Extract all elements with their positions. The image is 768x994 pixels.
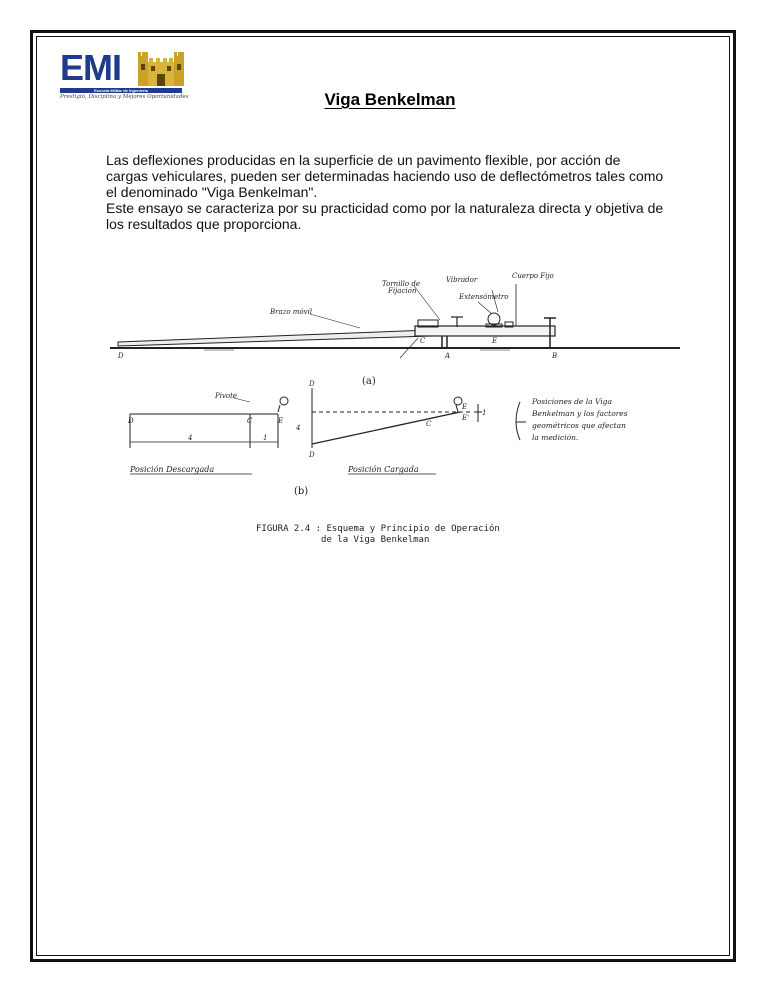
point-d-a: D — [118, 352, 124, 360]
point-a-a: A — [445, 352, 451, 360]
point-e2: E — [462, 403, 468, 411]
logo-band: Escuela Militar de Ingeniería — [60, 88, 182, 93]
point-c-a: C — [420, 337, 426, 345]
note-line-1: Posiciones de la Viga — [532, 397, 612, 406]
paragraph-1: Las deflexiones producidas en la superficie de un pavimento flexible, por acción de cargas vehiculares, pueden ser determinadas haciendo uso de deflectómetros tales como el denominado "Viga Benkelman". — [106, 152, 664, 200]
page-title — [0, 90, 768, 110]
note-line-2: Benkelman y los factores — [532, 409, 628, 418]
castle-icon — [138, 50, 184, 86]
label-cuerpo-fijo: Cuerpo Fijo — [512, 272, 554, 280]
point-e1: E — [278, 417, 284, 425]
title-text: Viga Benkelman — [324, 90, 456, 109]
note-line-3: geométricos que afectan — [532, 421, 626, 430]
point-e-a: E — [492, 337, 498, 345]
label-pos-descargada: Posición Descargada — [130, 465, 215, 474]
label-brazo-movil: Brazo móvil — [270, 308, 313, 316]
extensometer-dial — [488, 313, 500, 325]
label-pos-cargada: Posición Cargada — [348, 465, 419, 474]
point-b-a: B — [552, 352, 558, 360]
point-d2-top: D — [309, 380, 315, 388]
paragraph-2: Este ensayo se caracteriza por su practicidad como por la naturaleza directa y objetiva de los resultados que proporciona. — [106, 200, 664, 232]
logo-text: EMI — [60, 47, 122, 88]
beam-arm — [118, 330, 430, 346]
dim-4b: 4 — [296, 424, 301, 432]
figure-caption: FIGURA 2.4 : Esquema y Principio de Operación de la Viga Benkelman — [256, 524, 500, 545]
body-text — [106, 152, 666, 232]
note-line-4: la medición. — [532, 433, 579, 442]
dim-1b: 1 — [482, 409, 487, 417]
dim-1a: 1 — [263, 434, 268, 442]
label-vibrador: Vibrador — [446, 276, 478, 284]
part-a-label: (a) — [362, 376, 376, 387]
part-b-label: (b) — [294, 486, 309, 497]
figure-part-b — [130, 388, 526, 474]
point-d2-bot: D — [309, 451, 315, 459]
figure-part-a — [110, 284, 680, 358]
label-tornillo: Tornillo de — [382, 280, 420, 288]
label-extensometro: Extensómetro — [459, 293, 509, 301]
label-pivote: Pivote — [215, 392, 238, 400]
point-c2: C — [426, 420, 432, 428]
benkelman-figure — [100, 262, 680, 562]
label-fijacion: Fijación — [388, 287, 417, 295]
point-e2b: E' — [462, 414, 470, 422]
point-c1: C — [247, 417, 253, 425]
point-d1: D — [128, 417, 134, 425]
dim-4a: 4 — [188, 434, 193, 442]
logo-motto: Prestigio, Disciplina y Mejores Oportunidades — [60, 94, 189, 100]
